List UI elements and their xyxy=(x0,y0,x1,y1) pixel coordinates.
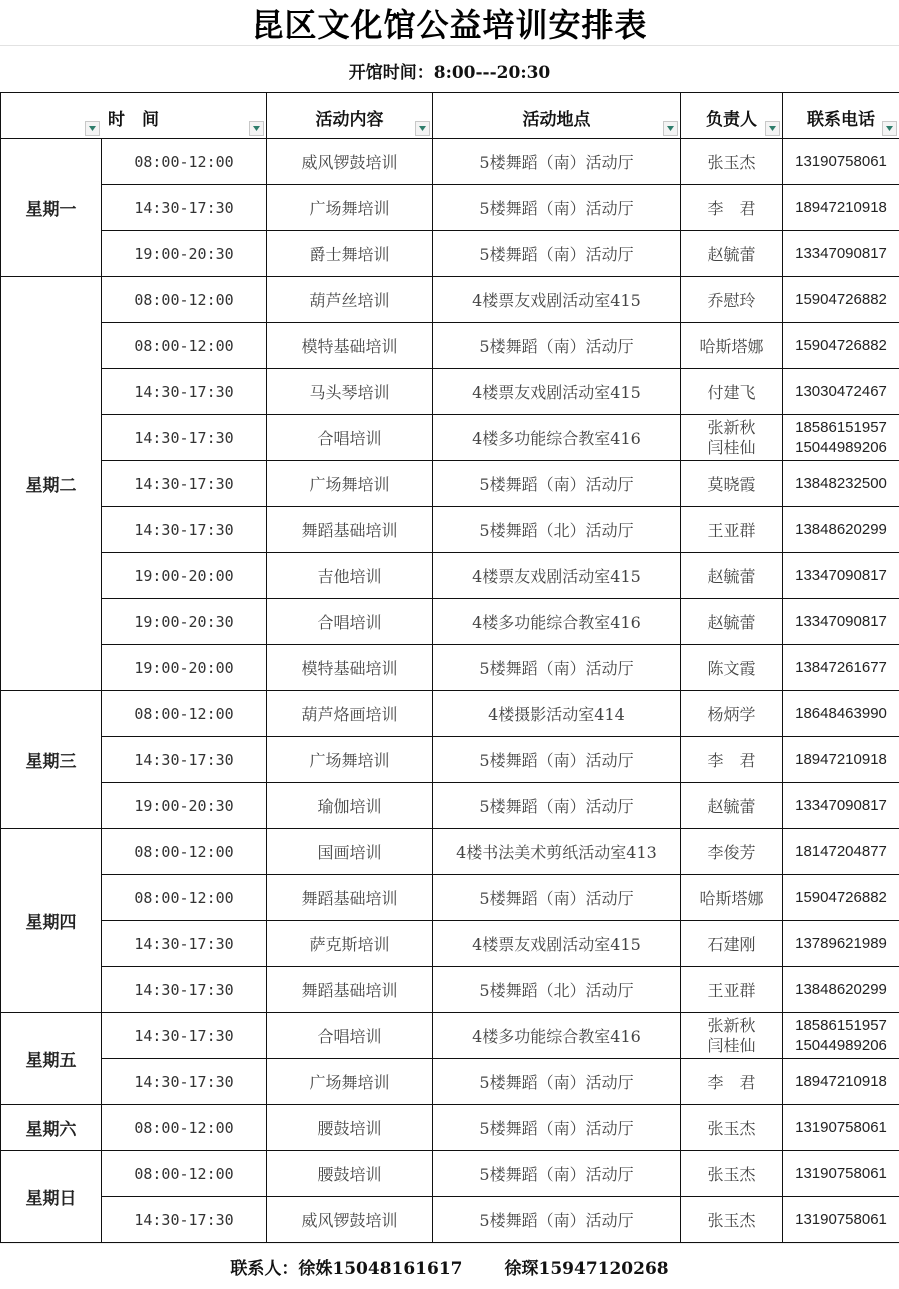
chevron-down-icon xyxy=(419,126,426,131)
time-cell: 08:00-12:00 xyxy=(102,1151,267,1197)
person-name: 乔慰玲 xyxy=(707,291,756,310)
activity-content-cell: 马头琴培训 xyxy=(267,369,433,415)
time-cell: 08:00-12:00 xyxy=(102,875,267,921)
location-cell: 5楼舞蹈（南）活动厅 xyxy=(433,783,681,829)
activity-content-cell: 模特基础培训 xyxy=(267,645,433,691)
person-name: 哈斯塔娜 xyxy=(699,889,764,908)
day-cell: 星期三 xyxy=(1,691,102,829)
person-cell xyxy=(681,737,783,783)
location-cell: 4楼多功能综合教室416 xyxy=(433,1013,681,1059)
person-cell xyxy=(681,1151,783,1197)
phone-number: 13848620299 xyxy=(795,981,887,998)
person-name: 哈斯塔娜 xyxy=(699,337,764,356)
table-row xyxy=(1,1197,899,1243)
day-cell: 星期四 xyxy=(1,829,102,1013)
time-cell: 08:00-12:00 xyxy=(102,691,267,737)
time-cell: 14:30-17:30 xyxy=(102,1197,267,1243)
table-row xyxy=(1,185,899,231)
person-cell xyxy=(681,645,783,691)
time-cell: 14:30-17:30 xyxy=(102,1059,267,1105)
person-name: 王亚群 xyxy=(707,981,756,1000)
chevron-down-icon xyxy=(253,126,260,131)
person-cell xyxy=(681,1197,783,1243)
activity-content-cell: 吉他培训 xyxy=(267,553,433,599)
activity-content-cell: 广场舞培训 xyxy=(267,461,433,507)
phone-number: 15044989206 xyxy=(795,438,887,456)
activity-content-cell: 腰鼓培训 xyxy=(267,1151,433,1197)
phone-number: 13347090817 xyxy=(795,245,887,262)
table-row xyxy=(1,1151,899,1197)
person-name: 付建飞 xyxy=(707,383,756,402)
time-cell: 19:00-20:30 xyxy=(102,783,267,829)
phone-number: 18947210918 xyxy=(795,199,887,216)
location-cell: 5楼舞蹈（南）活动厅 xyxy=(433,231,681,277)
person-cell xyxy=(681,139,783,185)
time-cell: 14:30-17:30 xyxy=(102,737,267,783)
time-cell: 14:30-17:30 xyxy=(102,185,267,231)
person-name: 杨炳学 xyxy=(707,705,756,724)
footer-contacts xyxy=(0,1243,899,1289)
table-row xyxy=(1,231,899,277)
column-header-label: 活动内容 xyxy=(315,110,384,130)
location-cell: 5楼舞蹈（南）活动厅 xyxy=(433,1059,681,1105)
phone-cell xyxy=(783,1197,899,1243)
time-cell: 08:00-12:00 xyxy=(102,139,267,185)
person-name: 赵毓蕾 xyxy=(707,797,756,816)
phone-cell xyxy=(783,553,899,599)
phone-cell xyxy=(783,1151,899,1197)
time-cell: 08:00-12:00 xyxy=(102,829,267,875)
person-cell xyxy=(681,691,783,737)
location-cell: 4楼票友戏剧活动室415 xyxy=(433,553,681,599)
person-name: 赵毓蕾 xyxy=(707,613,756,632)
column-header-person xyxy=(681,93,783,139)
phone-cell xyxy=(783,737,899,783)
phone-cell xyxy=(783,1105,899,1151)
phone-cell xyxy=(783,921,899,967)
phone-cell xyxy=(783,691,899,737)
column-header-label: 时 间 xyxy=(108,110,159,130)
person-name: 赵毓蕾 xyxy=(707,567,756,586)
filter-dropdown-content[interactable] xyxy=(415,121,430,136)
person-cell xyxy=(681,875,783,921)
schedule-body xyxy=(1,139,899,1243)
phone-cell xyxy=(783,231,899,277)
phone-number: 13190758061 xyxy=(795,1119,887,1136)
chevron-down-icon xyxy=(667,126,674,131)
phone-number: 18947210918 xyxy=(795,751,887,768)
person-cell xyxy=(681,185,783,231)
table-row xyxy=(1,369,899,415)
person-cell xyxy=(681,783,783,829)
phone-cell xyxy=(783,461,899,507)
footer-label: 联系人： xyxy=(230,1259,299,1279)
phone-cell xyxy=(783,875,899,921)
location-cell: 4楼多功能综合教室416 xyxy=(433,599,681,645)
person-cell xyxy=(681,553,783,599)
location-cell: 4楼票友戏剧活动室415 xyxy=(433,369,681,415)
table-row xyxy=(1,691,899,737)
location-cell: 4楼票友戏剧活动室415 xyxy=(433,921,681,967)
phone-number: 15904726882 xyxy=(795,889,887,906)
table-row xyxy=(1,553,899,599)
phone-cell xyxy=(783,507,899,553)
phone-number: 13789621989 xyxy=(795,935,887,952)
filter-dropdown-person[interactable] xyxy=(765,121,780,136)
activity-content-cell: 舞蹈基础培训 xyxy=(267,875,433,921)
phone-number: 13190758061 xyxy=(795,1165,887,1182)
activity-content-cell: 舞蹈基础培训 xyxy=(267,967,433,1013)
activity-content-cell: 葫芦丝培训 xyxy=(267,277,433,323)
person-cell xyxy=(681,1105,783,1151)
location-cell: 5楼舞蹈（北）活动厅 xyxy=(433,507,681,553)
column-header-label: 活动地点 xyxy=(522,110,591,130)
person-cell xyxy=(681,461,783,507)
phone-number: 13347090817 xyxy=(795,797,887,814)
table-row xyxy=(1,1013,899,1059)
column-header-location xyxy=(433,93,681,139)
time-cell: 14:30-17:30 xyxy=(102,415,267,461)
phone-number: 15904726882 xyxy=(795,337,887,354)
phone-number: 18586151957 xyxy=(795,418,887,436)
day-cell: 星期六 xyxy=(1,1105,102,1151)
phone-cell xyxy=(783,1059,899,1105)
activity-content-cell: 国画培训 xyxy=(267,829,433,875)
table-row xyxy=(1,967,899,1013)
column-header-content xyxy=(267,93,433,139)
table-row xyxy=(1,1059,899,1105)
phone-cell xyxy=(783,783,899,829)
schedule-table xyxy=(0,92,899,1243)
person-name: 赵毓蕾 xyxy=(707,245,756,264)
phone-cell xyxy=(783,323,899,369)
person-cell xyxy=(681,415,783,461)
person-cell xyxy=(681,323,783,369)
table-row xyxy=(1,1105,899,1151)
activity-content-cell: 广场舞培训 xyxy=(267,1059,433,1105)
person-name: 张新秋 xyxy=(707,417,756,437)
activity-content-cell: 合唱培训 xyxy=(267,415,433,461)
phone-cell xyxy=(783,139,899,185)
phone-cell xyxy=(783,277,899,323)
time-cell: 14:30-17:30 xyxy=(102,967,267,1013)
phone-number: 13848620299 xyxy=(795,521,887,538)
location-cell: 4楼摄影活动室414 xyxy=(433,691,681,737)
person-cell xyxy=(681,599,783,645)
phone-number: 13030472467 xyxy=(795,383,887,400)
phone-number: 13848232500 xyxy=(795,475,887,492)
location-cell: 5楼舞蹈（南）活动厅 xyxy=(433,1151,681,1197)
time-cell: 14:30-17:30 xyxy=(102,921,267,967)
column-header-label: 联系电话 xyxy=(807,110,875,130)
location-cell: 5楼舞蹈（南）活动厅 xyxy=(433,645,681,691)
activity-content-cell: 腰鼓培训 xyxy=(267,1105,433,1151)
person-name: 张新秋 xyxy=(707,1015,756,1035)
table-row xyxy=(1,139,899,185)
person-cell xyxy=(681,369,783,415)
location-cell: 5楼舞蹈（北）活动厅 xyxy=(433,967,681,1013)
location-cell: 5楼舞蹈（南）活动厅 xyxy=(433,185,681,231)
phone-number: 18147204877 xyxy=(795,843,887,860)
person-name: 张玉杰 xyxy=(707,1165,756,1184)
person-name: 石建刚 xyxy=(707,935,756,954)
opening-hours: 开馆时间：8:00---20:30 xyxy=(348,62,551,83)
activity-content-cell: 爵士舞培训 xyxy=(267,231,433,277)
phone-cell xyxy=(783,599,899,645)
phone-number: 13190758061 xyxy=(795,1211,887,1228)
table-row xyxy=(1,921,899,967)
phone-number: 13347090817 xyxy=(795,613,887,630)
time-cell: 14:30-17:30 xyxy=(102,1013,267,1059)
phone-number: 15044989206 xyxy=(795,1036,887,1054)
person-cell xyxy=(681,507,783,553)
filter-dropdown-day[interactable] xyxy=(85,121,100,136)
column-header-label: 负责人 xyxy=(706,110,757,130)
phone-number: 13190758061 xyxy=(795,153,887,170)
location-cell: 5楼舞蹈（南）活动厅 xyxy=(433,139,681,185)
time-cell: 14:30-17:30 xyxy=(102,461,267,507)
time-cell: 19:00-20:00 xyxy=(102,553,267,599)
page-title: 昆区文化馆公益培训安排表 xyxy=(251,5,648,44)
chevron-down-icon xyxy=(886,126,893,131)
time-cell: 08:00-12:00 xyxy=(102,323,267,369)
table-row xyxy=(1,829,899,875)
activity-content-cell: 广场舞培训 xyxy=(267,185,433,231)
person-name: 王亚群 xyxy=(707,521,756,540)
day-cell: 星期一 xyxy=(1,139,102,277)
table-row xyxy=(1,507,899,553)
column-header-phone xyxy=(783,93,899,139)
table-row xyxy=(1,783,899,829)
person-name: 闫桂仙 xyxy=(707,1035,756,1055)
time-cell: 08:00-12:00 xyxy=(102,277,267,323)
time-cell: 14:30-17:30 xyxy=(102,507,267,553)
phone-number: 13847261677 xyxy=(795,659,887,676)
phone-number: 15904726882 xyxy=(795,291,887,308)
activity-content-cell: 瑜伽培训 xyxy=(267,783,433,829)
phone-cell xyxy=(783,415,899,461)
filter-dropdown-location[interactable] xyxy=(663,121,678,136)
person-cell xyxy=(681,277,783,323)
activity-content-cell: 合唱培训 xyxy=(267,599,433,645)
person-cell xyxy=(681,829,783,875)
phone-cell xyxy=(783,967,899,1013)
person-cell xyxy=(681,231,783,277)
activity-content-cell: 舞蹈基础培训 xyxy=(267,507,433,553)
person-cell xyxy=(681,921,783,967)
activity-content-cell: 合唱培训 xyxy=(267,1013,433,1059)
phone-number: 18648463990 xyxy=(795,705,887,722)
person-name: 李 君 xyxy=(707,751,756,770)
person-cell xyxy=(681,967,783,1013)
time-cell: 19:00-20:00 xyxy=(102,645,267,691)
title-row xyxy=(0,0,899,46)
chevron-down-icon xyxy=(89,126,96,131)
phone-cell xyxy=(783,645,899,691)
table-row xyxy=(1,277,899,323)
person-name: 张玉杰 xyxy=(707,153,756,172)
activity-content-cell: 葫芦烙画培训 xyxy=(267,691,433,737)
location-cell: 5楼舞蹈（南）活动厅 xyxy=(433,323,681,369)
day-cell: 星期二 xyxy=(1,277,102,691)
phone-cell xyxy=(783,1013,899,1059)
day-cell: 星期五 xyxy=(1,1013,102,1105)
activity-content-cell: 威风锣鼓培训 xyxy=(267,139,433,185)
person-name: 张玉杰 xyxy=(707,1211,756,1230)
phone-cell xyxy=(783,185,899,231)
table-row xyxy=(1,323,899,369)
time-cell: 14:30-17:30 xyxy=(102,369,267,415)
location-cell: 4楼多功能综合教室416 xyxy=(433,415,681,461)
person-cell xyxy=(681,1059,783,1105)
phone-number: 18947210918 xyxy=(795,1073,887,1090)
location-cell: 5楼舞蹈（南）活动厅 xyxy=(433,875,681,921)
header-row xyxy=(1,93,899,139)
person-name: 闫桂仙 xyxy=(707,437,756,457)
location-cell: 4楼书法美术剪纸活动室413 xyxy=(433,829,681,875)
table-row xyxy=(1,415,899,461)
location-cell: 5楼舞蹈（南）活动厅 xyxy=(433,461,681,507)
footer-contact-2: 徐琛15947120268 xyxy=(504,1259,669,1279)
table-row xyxy=(1,737,899,783)
time-cell: 19:00-20:30 xyxy=(102,599,267,645)
activity-content-cell: 萨克斯培训 xyxy=(267,921,433,967)
person-name: 李俊芳 xyxy=(707,843,756,862)
phone-cell xyxy=(783,369,899,415)
table-row xyxy=(1,599,899,645)
phone-number: 18586151957 xyxy=(795,1016,887,1034)
table-row xyxy=(1,875,899,921)
chevron-down-icon xyxy=(769,126,776,131)
time-cell: 19:00-20:30 xyxy=(102,231,267,277)
person-name: 陈文霞 xyxy=(707,659,756,678)
person-name: 李 君 xyxy=(707,1073,756,1092)
location-cell: 5楼舞蹈（南）活动厅 xyxy=(433,737,681,783)
person-name: 李 君 xyxy=(707,199,756,218)
person-name: 莫晓霞 xyxy=(707,475,756,494)
activity-content-cell: 威风锣鼓培训 xyxy=(267,1197,433,1243)
time-cell: 08:00-12:00 xyxy=(102,1105,267,1151)
opening-hours-row xyxy=(0,47,899,93)
phone-cell xyxy=(783,829,899,875)
person-cell xyxy=(681,1013,783,1059)
column-header-time xyxy=(1,93,267,139)
table-row xyxy=(1,461,899,507)
footer-contact-1: 徐姝15048161617 xyxy=(298,1259,463,1279)
activity-content-cell: 广场舞培训 xyxy=(267,737,433,783)
phone-number: 13347090817 xyxy=(795,567,887,584)
activity-content-cell: 模特基础培训 xyxy=(267,323,433,369)
filter-dropdown-phone[interactable] xyxy=(882,121,897,136)
table-row xyxy=(1,645,899,691)
person-name: 张玉杰 xyxy=(707,1119,756,1138)
filter-dropdown-time[interactable] xyxy=(249,121,264,136)
location-cell: 5楼舞蹈（南）活动厅 xyxy=(433,1197,681,1243)
location-cell: 5楼舞蹈（南）活动厅 xyxy=(433,1105,681,1151)
day-cell: 星期日 xyxy=(1,1151,102,1243)
location-cell: 4楼票友戏剧活动室415 xyxy=(433,277,681,323)
